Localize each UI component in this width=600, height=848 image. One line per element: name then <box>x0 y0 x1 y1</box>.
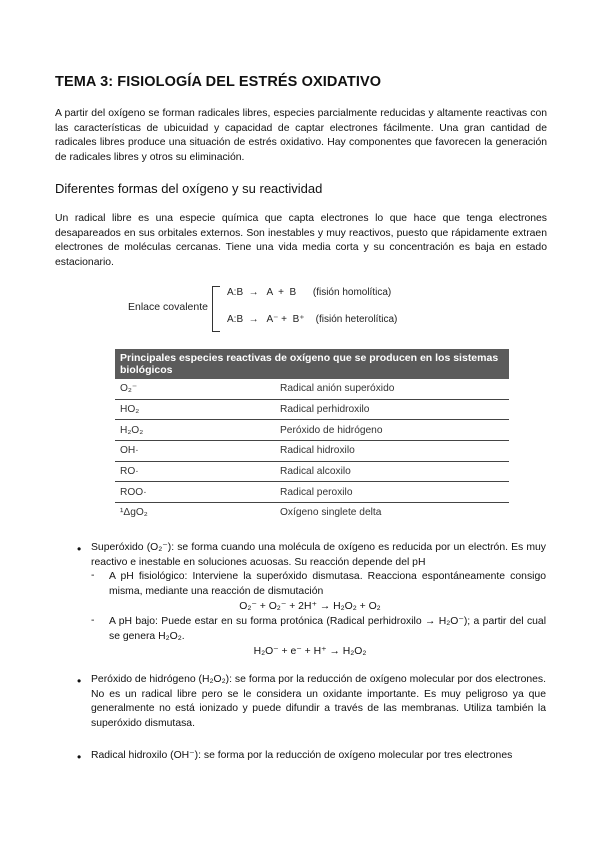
table-row <box>115 461 509 482</box>
name-cell: Radical hidroxilo <box>275 441 509 462</box>
bond-line-heterolytic: A:B → A⁻ + B⁺ (fisión heterolítica) <box>227 314 398 325</box>
name-cell: Radical alcoxilo <box>275 461 509 482</box>
table-row <box>115 503 509 523</box>
formula-cell: OH· <box>115 441 275 462</box>
name-cell: Radical peroxilo <box>275 482 509 503</box>
table-row <box>115 420 509 441</box>
subbullet-ph-bajo: A pH bajo: Puede estar en su forma protónica (Radical perhidroxilo → H₂O⁻); a partir del cual se genera H₂O₂. <box>109 616 546 642</box>
name-cell: Oxígeno singlete delta <box>280 507 382 519</box>
bullet-icon: • <box>77 542 82 556</box>
equation-dismutacion: O₂⁻ + O₂⁻ + 2H⁺ → H₂O₂ + O₂ <box>239 601 381 612</box>
bullet-hidroxilo: Radical hidroxilo (OH⁻): se forma por la reducción de oxígeno molecular por tres electrones <box>91 750 513 761</box>
name-cell: Radical anión superóxido <box>275 379 509 399</box>
table-row <box>115 441 509 462</box>
bullet-icon: • <box>77 750 82 764</box>
table-row <box>115 379 509 399</box>
dash-icon: - <box>91 570 95 581</box>
table-row <box>115 482 509 503</box>
formula-cell: O₂⁻ <box>115 379 275 399</box>
table-header-row <box>115 349 509 379</box>
ros-table <box>115 349 509 523</box>
formula-cell: HO₂ <box>115 399 275 420</box>
name-cell: Peróxido de hidrógeno <box>275 420 509 441</box>
section-heading: Diferentes formas del oxígeno y su reactividad <box>55 181 323 196</box>
formula-cell: RO· <box>115 461 275 482</box>
brace-icon <box>212 286 220 332</box>
formula-cell: ROO· <box>115 482 275 503</box>
page-title: TEMA 3: FISIOLOGÍA DEL ESTRÉS OXIDATIVO <box>55 74 382 90</box>
formula-cell: H₂O₂ <box>115 420 275 441</box>
bullet-icon: • <box>77 674 82 688</box>
intro-paragraph: A partir del oxígeno se forman radicales libres, especies parcialmente reducidas y altamente reactivas con las características de ubicuidad y capacidad de captar electrones fácilmente. Una gran cantidad de radicales libres produce una situación de estrés oxidativo. Hay componentes que favorecen la generación de radicales libres y otros su eliminación. <box>55 108 547 163</box>
bullet-peroxido: Peróxido de hidrógeno (H₂O₂): se forma por la reducción de oxígeno molecular por dos electrones. No es un radical libre pero se le considera un oxidante importante. Es muy peligroso ya que generalmente no está ionizado y puede difundir a través de las membranas. Utiliza también la superóxido dismutasa. <box>91 674 546 729</box>
equation-perhidroxilo: H₂O⁻ + e⁻ + H⁺ → H₂O₂ <box>253 646 367 657</box>
bond-label: Enlace covalente <box>128 301 208 313</box>
section-paragraph: Un radical libre es una especie química que capta electrones lo que hace que tenga electrones desapareados en sus orbitales externos. Son inestables y muy reactivos, puesto que rápidamente extraen electrones de moléculas cercanas. Tiene una vida media corta y su concentración es baja en estado estacionario. <box>55 213 547 268</box>
bullet-superoxido: Superóxido (O₂⁻): se forma cuando una molécula de oxígeno es reducida por un electrón. Es muy reactivo e inestable en soluciones acuosas. Su reacción depende del pH <box>91 542 546 568</box>
dash-icon: - <box>91 615 95 626</box>
subbullet-ph-fisiologico: A pH fisiológico: Interviene la superóxido dismutasa. Reacciona espontáneamente consigo misma, mediante una reacción de dismutación <box>109 571 546 597</box>
table-row <box>115 399 509 420</box>
table-header: Principales especies reactivas de oxígeno que se producen en los sistemas biológicos <box>115 349 509 379</box>
bond-line-homolytic: A:B → A + B (fisión homolítica) <box>227 287 392 298</box>
name-cell: Radical perhidroxilo <box>275 399 509 420</box>
formula-cell: ¹ΔgO₂ <box>120 507 148 519</box>
